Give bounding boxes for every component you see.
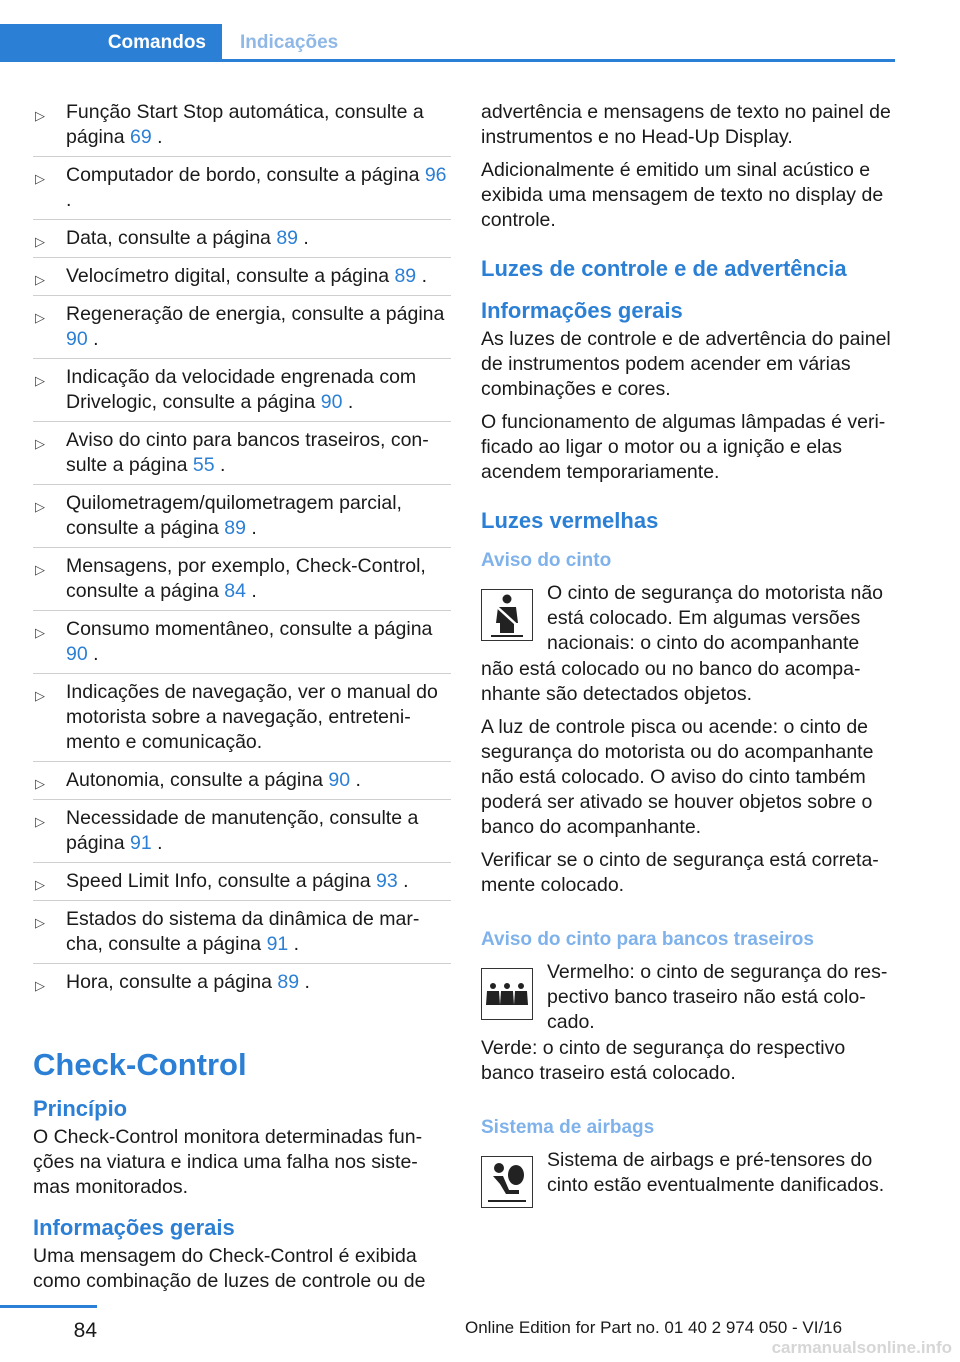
page-reference-link[interactable]: 93 — [376, 870, 398, 892]
rear-belt-heading: Aviso do cinto para bancos traseiros — [481, 929, 814, 950]
triangle-bullet-icon: ▷ — [35, 373, 45, 388]
list-item-text: Mensagens, por exemplo, Check-Control, consulte a página — [66, 555, 426, 602]
list-item-tail: . — [397, 870, 409, 892]
list-item — [33, 163, 451, 220]
page-reference-link[interactable]: 91 — [266, 933, 289, 955]
belt-warning-p3: Verificar se o cinto de segurança está correta‐ mente colocado. — [481, 849, 879, 896]
airbag-row — [481, 1148, 901, 1224]
triangle-bullet-icon: ▷ — [35, 877, 45, 892]
triangle-bullet-icon: ▷ — [35, 108, 45, 123]
page-reference-link[interactable]: 84 — [224, 580, 246, 602]
left-column — [33, 100, 451, 1302]
principle-heading: Princípio — [33, 1096, 128, 1121]
list-item-text: Consumo momentâneo, consulte a página — [66, 618, 433, 640]
list-item — [33, 302, 451, 359]
acoustic-signal-paragraph: Adicionalmente é emitido um sinal acústico e exibida uma mensagem de texto no display de controle. — [481, 159, 884, 231]
lights-general-text-2: O funcionamento de algumas lâmpadas é veri‐ ficado ao ligar o motor ou a ignição e elas acendem temporariamente. — [481, 411, 886, 483]
red-lights-heading: Luzes vermelhas — [481, 508, 659, 533]
lights-general-heading: Informações gerais — [481, 298, 683, 323]
list-item-tail: . — [342, 391, 354, 413]
list-item-text: Função Start Stop automática, consulte a página — [66, 101, 424, 148]
triangle-bullet-icon: ▷ — [35, 625, 45, 640]
rear-belt-text: Vermelho: o cinto de segurança do res‐ pectivo banco traseiro não está colo‐ cado. — [547, 961, 888, 1033]
list-item — [33, 100, 451, 157]
list-item-tail: . — [288, 933, 300, 955]
triangle-bullet-icon: ▷ — [35, 310, 45, 325]
list-item-text: Estados do sistema da dinâmica de mar‐ cha, consulte a página — [66, 908, 420, 955]
header-tabbar — [0, 24, 895, 62]
continued-paragraph: advertência e mensagens de texto no painel de instrumentos e no Head-Up Display. — [481, 101, 891, 148]
list-item-text: Computador de bordo, consulte a página — [66, 164, 425, 186]
list-item-text: Regeneração de energia, consulte a página — [66, 303, 445, 325]
rear-belt-p2: Verde: o cinto de segurança do respectivo banco traseiro está colocado. — [481, 1037, 846, 1084]
list-item-tail: . — [416, 265, 427, 287]
edition-text: Online Edition for Part no. 01 40 2 974 050 - VI/16 — [465, 1318, 843, 1337]
general-info-text: Uma mensagem do Check-Control é exibida como combinação de luzes de controle ou de — [33, 1245, 426, 1292]
list-item — [33, 617, 451, 674]
triangle-bullet-icon: ▷ — [35, 272, 45, 287]
page-reference-link[interactable]: 69 — [129, 126, 152, 148]
lights-general-text-1: As luzes de controle e de advertência do painel de instrumentos podem acender em várias combinações e cores. — [481, 328, 891, 400]
footer-divider — [0, 1305, 97, 1308]
list-item-tail: . — [214, 454, 226, 476]
indications-list — [33, 100, 451, 1001]
list-item — [33, 806, 451, 863]
airbag-icon — [481, 1156, 533, 1208]
triangle-bullet-icon: ▷ — [35, 436, 45, 451]
page-reference-link[interactable]: 90 — [328, 769, 351, 791]
tab-comandos[interactable]: Comandos — [0, 24, 222, 62]
warning-lights-heading: Luzes de controle e de advertência — [481, 256, 847, 281]
list-item — [33, 907, 451, 964]
list-item-text: Hora, consulte a página — [66, 971, 278, 993]
list-item-tail: . — [151, 832, 163, 854]
list-item — [33, 491, 451, 548]
right-column — [481, 100, 901, 1224]
triangle-bullet-icon: ▷ — [35, 776, 45, 791]
page-reference-link[interactable]: 91 — [129, 832, 152, 854]
list-item-text: Quilometragem/quilometragem parcial, consulte a página — [66, 492, 402, 539]
list-item-text: Speed Limit Info, consulte a página — [66, 870, 377, 892]
page-reference-link[interactable]: 89 — [224, 517, 246, 539]
airbag-text: Sistema de airbags e pré-tensores do cinto estão eventualmente danificados. — [547, 1149, 885, 1196]
triangle-bullet-icon: ▷ — [35, 688, 45, 703]
tab-indicacoes[interactable]: Indicações — [240, 32, 339, 53]
triangle-bullet-icon: ▷ — [35, 234, 45, 249]
list-item — [33, 365, 451, 422]
belt-warning-heading: Aviso do cinto — [481, 550, 612, 571]
triangle-bullet-icon: ▷ — [35, 814, 45, 829]
list-item-tail: . — [298, 227, 309, 249]
page-reference-link[interactable]: 89 — [276, 227, 299, 249]
list-item-tail: . — [66, 189, 72, 211]
seatbelt-icon — [481, 589, 533, 641]
list-item-tail: . — [246, 517, 257, 539]
triangle-bullet-icon: ▷ — [35, 915, 45, 930]
list-item-tail: . — [350, 769, 361, 791]
page-reference-link[interactable]: 89 — [394, 265, 417, 287]
list-item-text: Data, consulte a página — [66, 227, 277, 249]
header-divider — [0, 59, 895, 62]
belt-warning-text: O cinto de segurança do motorista não está colocado. Em algumas versões nacionais: o cinto do acompanhante — [547, 582, 884, 654]
triangle-bullet-icon: ▷ — [35, 499, 45, 514]
list-item — [33, 970, 451, 1001]
page-reference-link[interactable]: 89 — [277, 971, 300, 993]
list-item-tail: . — [299, 971, 310, 993]
list-item-tail: . — [151, 126, 163, 148]
page-reference-link[interactable]: 90 — [66, 328, 88, 350]
page-reference-link[interactable]: 90 — [66, 643, 88, 665]
rear-seatbelt-icon — [481, 968, 533, 1020]
belt-warning-row — [481, 581, 901, 657]
list-item — [33, 680, 451, 762]
list-item-tail: . — [87, 328, 99, 350]
list-item-tail: . — [87, 643, 99, 665]
list-item — [33, 869, 451, 901]
principle-text: O Check-Control monitora determinadas fun‐ ções na viatura e indica uma falha nos siste‐ mas monitorados. — [33, 1126, 423, 1198]
rear-belt-row — [481, 960, 901, 1036]
triangle-bullet-icon: ▷ — [35, 562, 45, 577]
list-item-text: Necessidade de manutenção, consulte a página — [66, 807, 419, 854]
page-reference-link[interactable]: 55 — [192, 454, 215, 476]
page-reference-link[interactable]: 96 — [424, 164, 447, 186]
check-control-title: Check-Control — [33, 1047, 247, 1082]
triangle-bullet-icon: ▷ — [35, 978, 45, 993]
list-item — [33, 768, 451, 800]
list-item-text: Indicações de navegação, ver o manual do motorista sobre a navegação, entreteni‐ mento e comunicação. — [66, 681, 438, 753]
page-number: 84 — [73, 1319, 97, 1342]
triangle-bullet-icon: ▷ — [35, 171, 45, 186]
list-item-text: Aviso do cinto para bancos traseiros, con‐ sulte a página — [66, 429, 429, 476]
list-item — [33, 428, 451, 485]
list-item-text: Indicação da velocidade engrenada com Drivelogic, consulte a página — [66, 366, 417, 413]
airbag-heading: Sistema de airbags — [481, 1117, 655, 1138]
list-item-tail: . — [246, 580, 257, 602]
list-item-text: Autonomia, consulte a página — [66, 769, 329, 791]
belt-warning-p2: A luz de controle pisca ou acende: o cinto de segurança do motorista ou do acompanhante não está colocado. O aviso do cinto também poderá ser ativado se houver objetos sobre o banco do acompanhante. — [481, 716, 874, 838]
page-reference-link[interactable]: 90 — [320, 391, 343, 413]
belt-warning-cont: não está colocado ou no banco do acompa‐ nhante são detectados objetos. — [481, 658, 861, 705]
watermark-logo: carmanualsonline.info — [771, 1338, 952, 1357]
list-item — [33, 226, 451, 258]
list-item — [33, 264, 451, 296]
general-info-heading: Informações gerais — [33, 1215, 235, 1240]
list-item-text: Velocímetro digital, consulte a página — [66, 265, 395, 287]
list-item — [33, 554, 451, 611]
